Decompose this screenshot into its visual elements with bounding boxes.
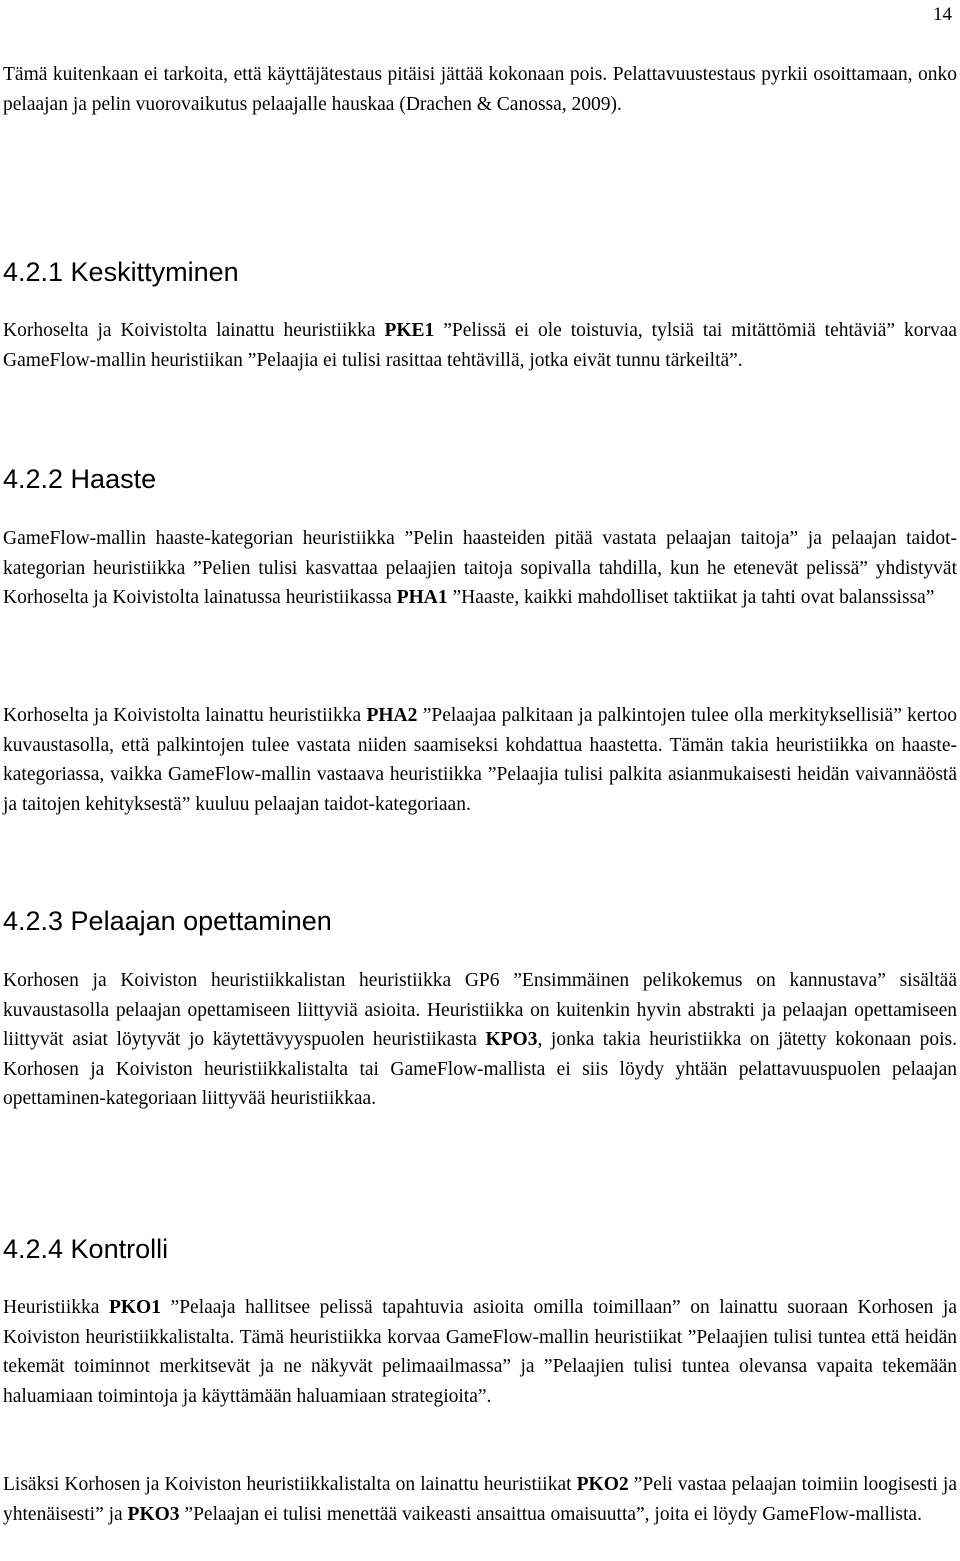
heuristic-code: PKO3 [127,1503,180,1525]
heuristic-code: KPO3 [485,1029,538,1051]
section-heading-keskittyminen: 4.2.1 Keskittyminen [3,257,239,287]
section-heading-pelaajan-opettaminen: 4.2.3 Pelaajan opettaminen [3,906,332,936]
section-heading-haaste: 4.2.2 Haaste [3,464,157,494]
paragraph-intro: Tämä kuitenkaan ei tarkoita, että käyttäjätestaus pitäisi jättää kokonaan pois. Pelattavuustestaus pyrkii osoittamaan, onko pelaajan ja pelin vuorovaikutus pelaajalle hauskaa (Drachen & Canossa, 2009). [3,64,957,115]
heuristic-code: PKO2 [576,1474,629,1495]
section-heading-kontrolli: 4.2.4 Kontrolli [3,1234,169,1264]
heuristic-code: PHA1 [396,587,448,609]
heuristic-code: PHA2 [366,705,418,726]
heuristic-code: PKE1 [384,320,435,341]
paragraph-kontrolli-2: Lisäksi Korhosen ja Koiviston heuristiikkalistalta on lainattu heuristiikat PKO2 ”Peli vastaa pelaajan toimiin loogisesti ja yhtenäisesti” ja PKO3 ”Pelaajan ei tulisi menettää vaikeasti ansaittua omaisuutta”, joita ei löydy GameFlow-mallista. [3,1474,957,1525]
page-number: 14 [933,4,952,25]
paragraph-kontrolli-1: Heuristiikka PKO1 ”Pelaaja hallitsee pelissä tapahtuvia asioita omilla toimillaan” on lainattu suoraan Korhosen ja Koiviston heuristiikkalistalta. Tämä heuristiikka korvaa GameFlow-mallin heuristiikat ”Pelaajien tulisi tuntea että heidän tekemät toiminnot merkitsevät ja ne näkyvät pelimaailmassa” ja ”Pelaajien tulisi tuntea olevansa vapaita tekemään haluamiaan toimintoja ja käyttämään haluamiaan strategioita”. [3,1297,957,1407]
paragraph-pelaajan-opettaminen: Korhosen ja Koiviston heuristiikkalistan heuristiikka GP6 ”Ensimmäinen pelikokemus on kannustava” sisältää kuvaustasolla pelaajan opettamiseen liittyviä asioita. Heuristiikka on kuitenkin hyvin abstrakti ja pelaajan opettamiseen liittyvät asiat löytyvät jo käytettävyyspuolen heuristiikasta KPO3, jonka takia heuristiikka on jätetty kokonaan pois. Korhosen ja Koiviston heuristiikkalistalta tai GameFlow-mallista ei siis löydy yhtään pelattavuuspuolen pelaajan opettaminen-kategoriaan liittyvää heuristiikkaa. [3,970,957,1110]
paragraph-keskittyminen: Korhoselta ja Koivistolta lainattu heuristiikka PKE1 ”Pelissä ei ole toistuvia, tylsiä tai mitättömiä tehtäviä” korvaa GameFlow-mallin heuristiikan ”Pelaajia ei tulisi rasittaa tehtävillä, jotka eivät tunnu tärkeiltä”. [3,320,957,371]
paragraph-haaste-2: Korhoselta ja Koivistolta lainattu heuristiikka PHA2 ”Pelaajaa palkitaan ja palkintojen tulee olla merkityksellisiä” kertoo kuvaustasolla, että palkintojen tulee vastata niiden saamiseksi kohdattua haastetta. Tämän takia heuristiikka on haaste-kategoriassa, vaikka GameFlow-mallin vastaava heuristiikka ”Pelaajia tulisi palkita asianmukaisesti heidän vaivannäöstä ja taitojen kehityksestä” kuuluu pelaajan taidot-kategoriaan. [3,705,957,815]
heuristic-code: PKO1 [108,1297,161,1318]
paragraph-haaste-1: GameFlow-mallin haaste-kategorian heuristiikka ”Pelin haasteiden pitää vastata pelaajan taitoja” ja pelaajan taidot-kategorian heuristiikka ”Pelien tulisi kasvattaa pelaajien taitoja sopivalla tahdilla, kun he etenevät pelissä” yhdistyvät Korhoselta ja Koivistolta lainatussa heuristiikassa PHA1 ”Haaste, kaikki mahdolliset taktiikat ja tahti ovat balanssissa” [3,528,957,609]
